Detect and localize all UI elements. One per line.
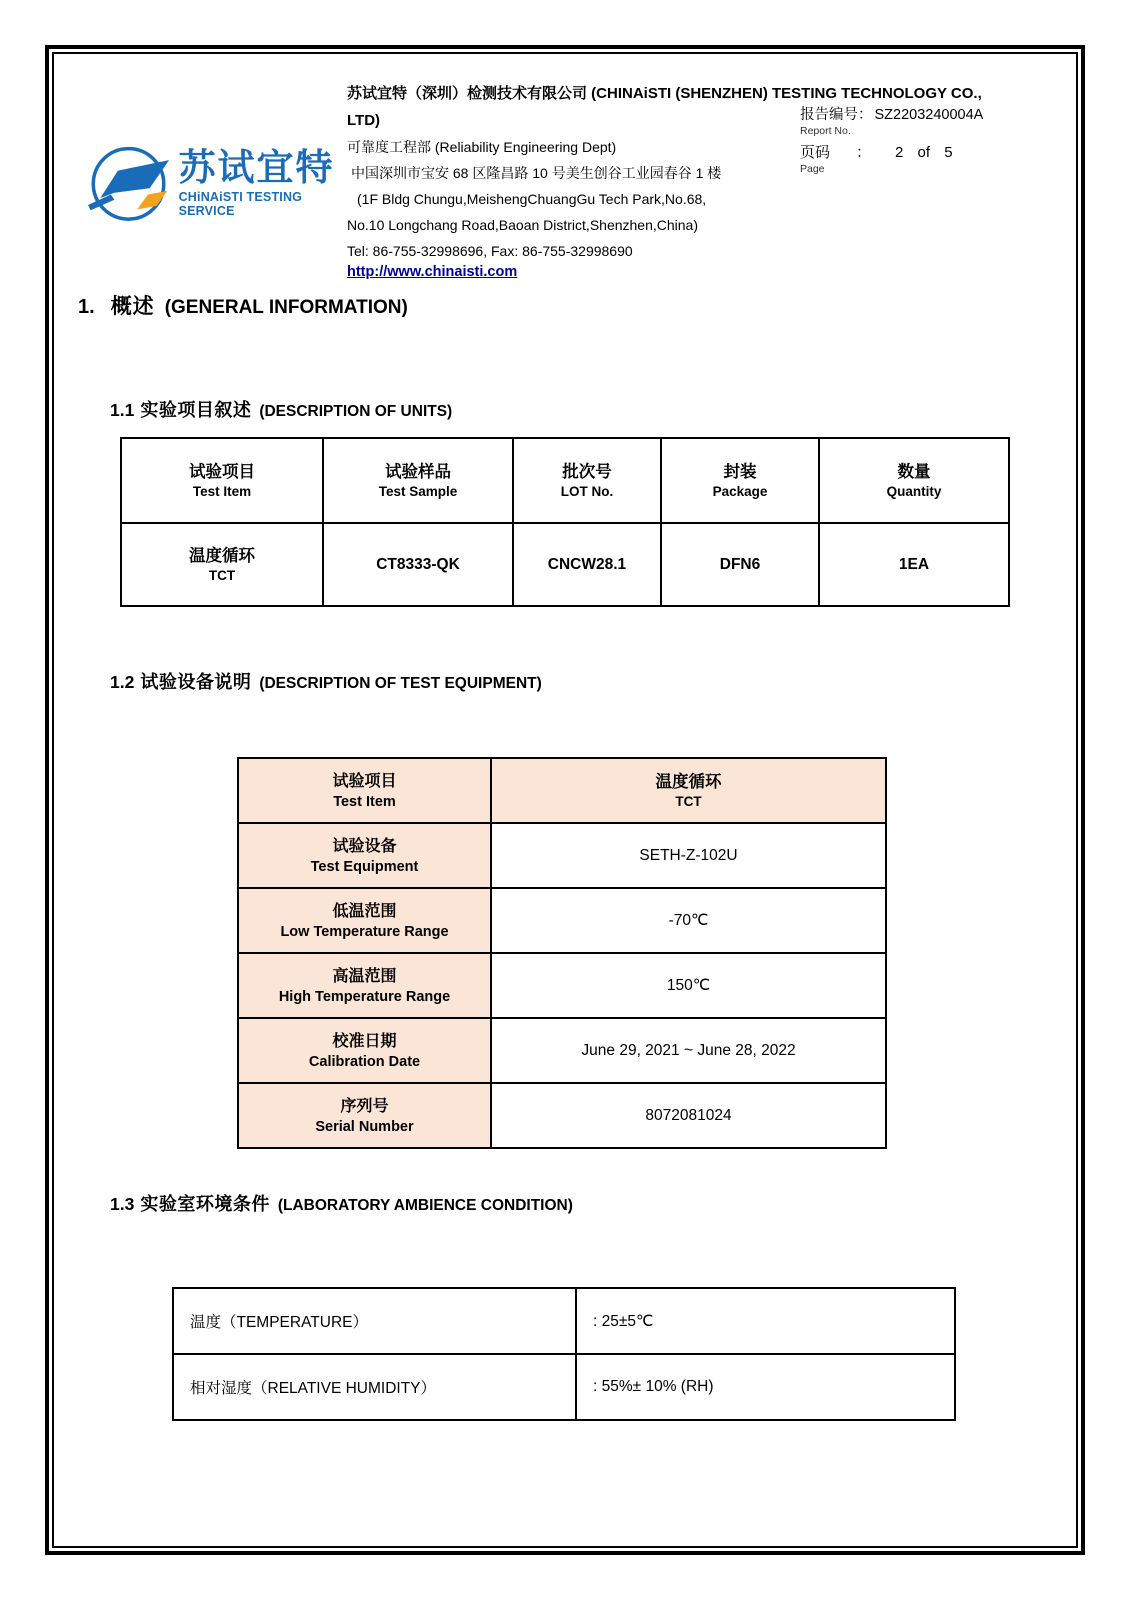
equipment-value-low-temp: -70℃ — [491, 888, 886, 953]
units-cell-quantity: 1EA — [819, 523, 1009, 606]
company-logo — [88, 134, 340, 232]
equipment-value-test-equipment: SETH-Z-102U — [491, 823, 886, 888]
address-en-line1: (1F Bldg Chungu,MeishengChuangGu Tech Park,No.68, — [357, 191, 707, 207]
report-meta-block — [800, 103, 1040, 175]
page-value: 2 of 5 — [895, 144, 953, 161]
equipment-row-test-item — [238, 758, 886, 823]
section-1-title-cn: 概述 — [110, 295, 155, 318]
equipment-table — [237, 757, 887, 1149]
address-cn: 中国深圳市宝安 68 区隆昌路 10 号美生创谷工业园春谷 1 楼 — [351, 165, 722, 181]
page-colon: ： — [856, 144, 872, 161]
tel-fax-line: Tel: 86-755-32998696, Fax: 86-755-32998690 — [347, 243, 633, 259]
equipment-label-calibration-date: 校准日期 Calibration Date — [238, 1018, 491, 1083]
ambience-table — [172, 1287, 956, 1421]
ambience-row-humidity — [173, 1354, 955, 1420]
section-1-3-title-en: (LABORATORY AMBIENCE CONDITION) — [277, 1197, 573, 1214]
section-1-title-en: (GENERAL INFORMATION) — [164, 297, 408, 318]
units-cell-test-sample: CT8333-QK — [323, 523, 513, 606]
company-name-line2: LTD) — [347, 112, 381, 129]
section-1-1-title-en: (DESCRIPTION OF UNITS) — [259, 403, 453, 420]
units-cell-package: DFN6 — [661, 523, 819, 606]
ambience-value-temperature: : 25±5℃ — [576, 1288, 955, 1354]
section-1-2-title-en: (DESCRIPTION OF TEST EQUIPMENT) — [259, 675, 542, 692]
equipment-row-low-temp — [238, 888, 886, 953]
report-no-value: SZ2203240004A — [874, 107, 984, 123]
equipment-value-test-item: 温度循环 TCT — [491, 758, 886, 823]
units-header-quantity: 数量 Quantity — [819, 438, 1009, 523]
units-table — [120, 437, 1010, 607]
units-cell-test-item: 温度循环 TCT — [121, 523, 323, 606]
equipment-value-serial-number: 8072081024 — [491, 1083, 886, 1148]
website-link[interactable]: http://www.chinaisti.com — [347, 264, 518, 280]
report-no-label-en: Report No. — [800, 125, 851, 137]
section-1-number: 1. — [78, 296, 95, 318]
section-1-3-title-cn: 实验室环境条件 — [140, 1194, 270, 1214]
equipment-row-serial-number — [238, 1083, 886, 1148]
section-1-2-title-cn: 试验设备说明 — [140, 672, 252, 692]
section-1-2-heading — [110, 668, 542, 694]
equipment-label-high-temp: 高温范围 High Temperature Range — [238, 953, 491, 1018]
page-label-cn: 页码 — [800, 144, 831, 161]
units-header-test-item: 试验项目 Test Item — [121, 438, 323, 523]
units-header-lot-no: 批次号 LOT No. — [513, 438, 661, 523]
section-1-2-number: 1.2 — [110, 672, 135, 692]
ambience-row-temperature — [173, 1288, 955, 1354]
company-name-line1: 苏试宜特（深圳）检测技术有限公司 (CHINAiSTI (SHENZHEN) TESTING TECHNOLOGY CO., — [347, 85, 982, 102]
section-1-1-title-cn: 实验项目叙述 — [140, 400, 252, 420]
equipment-label-test-item: 试验项目 Test Item — [238, 758, 491, 823]
section-1-heading — [78, 290, 408, 320]
equipment-value-high-temp: 150℃ — [491, 953, 886, 1018]
ambience-label-temperature: 温度（TEMPERATURE） — [173, 1288, 576, 1354]
units-table-header-row — [121, 438, 1009, 523]
section-1-3-heading — [110, 1190, 573, 1216]
equipment-row-high-temp — [238, 953, 886, 1018]
equipment-label-serial-number: 序列号 Serial Number — [238, 1083, 491, 1148]
chinaisti-logo-icon — [88, 134, 173, 232]
page-label-en: Page — [800, 163, 825, 175]
equipment-label-test-equipment: 试验设备 Test Equipment — [238, 823, 491, 888]
equipment-label-low-temp: 低温范围 Low Temperature Range — [238, 888, 491, 953]
equipment-row-calibration-date — [238, 1018, 886, 1083]
logo-brand-cn: 苏试宜特 — [178, 147, 335, 188]
section-1-1-number: 1.1 — [110, 400, 135, 420]
ambience-label-humidity: 相对湿度（RELATIVE HUMIDITY） — [173, 1354, 576, 1420]
department-line: 可靠度工程部 (Reliability Engineering Dept) — [347, 139, 617, 155]
logo-text — [179, 148, 340, 218]
address-en-line2: No.10 Longchang Road,Baoan District,Shenzhen,China) — [347, 217, 699, 233]
equipment-row-test-equipment — [238, 823, 886, 888]
units-cell-lot-no: CNCW28.1 — [513, 523, 661, 606]
units-header-package: 封装 Package — [661, 438, 819, 523]
units-header-test-sample: 试验样品 Test Sample — [323, 438, 513, 523]
report-no-label-cn: 报告编号： — [800, 107, 873, 123]
units-table-data-row — [121, 523, 1009, 606]
section-1-3-number: 1.3 — [110, 1194, 135, 1214]
ambience-value-humidity: : 55%± 10% (RH) — [576, 1354, 955, 1420]
section-1-1-heading — [110, 396, 452, 422]
equipment-value-calibration-date: June 29, 2021 ~ June 28, 2022 — [491, 1018, 886, 1083]
logo-brand-en: CHiNAiSTI TESTING SERVICE — [178, 190, 303, 218]
